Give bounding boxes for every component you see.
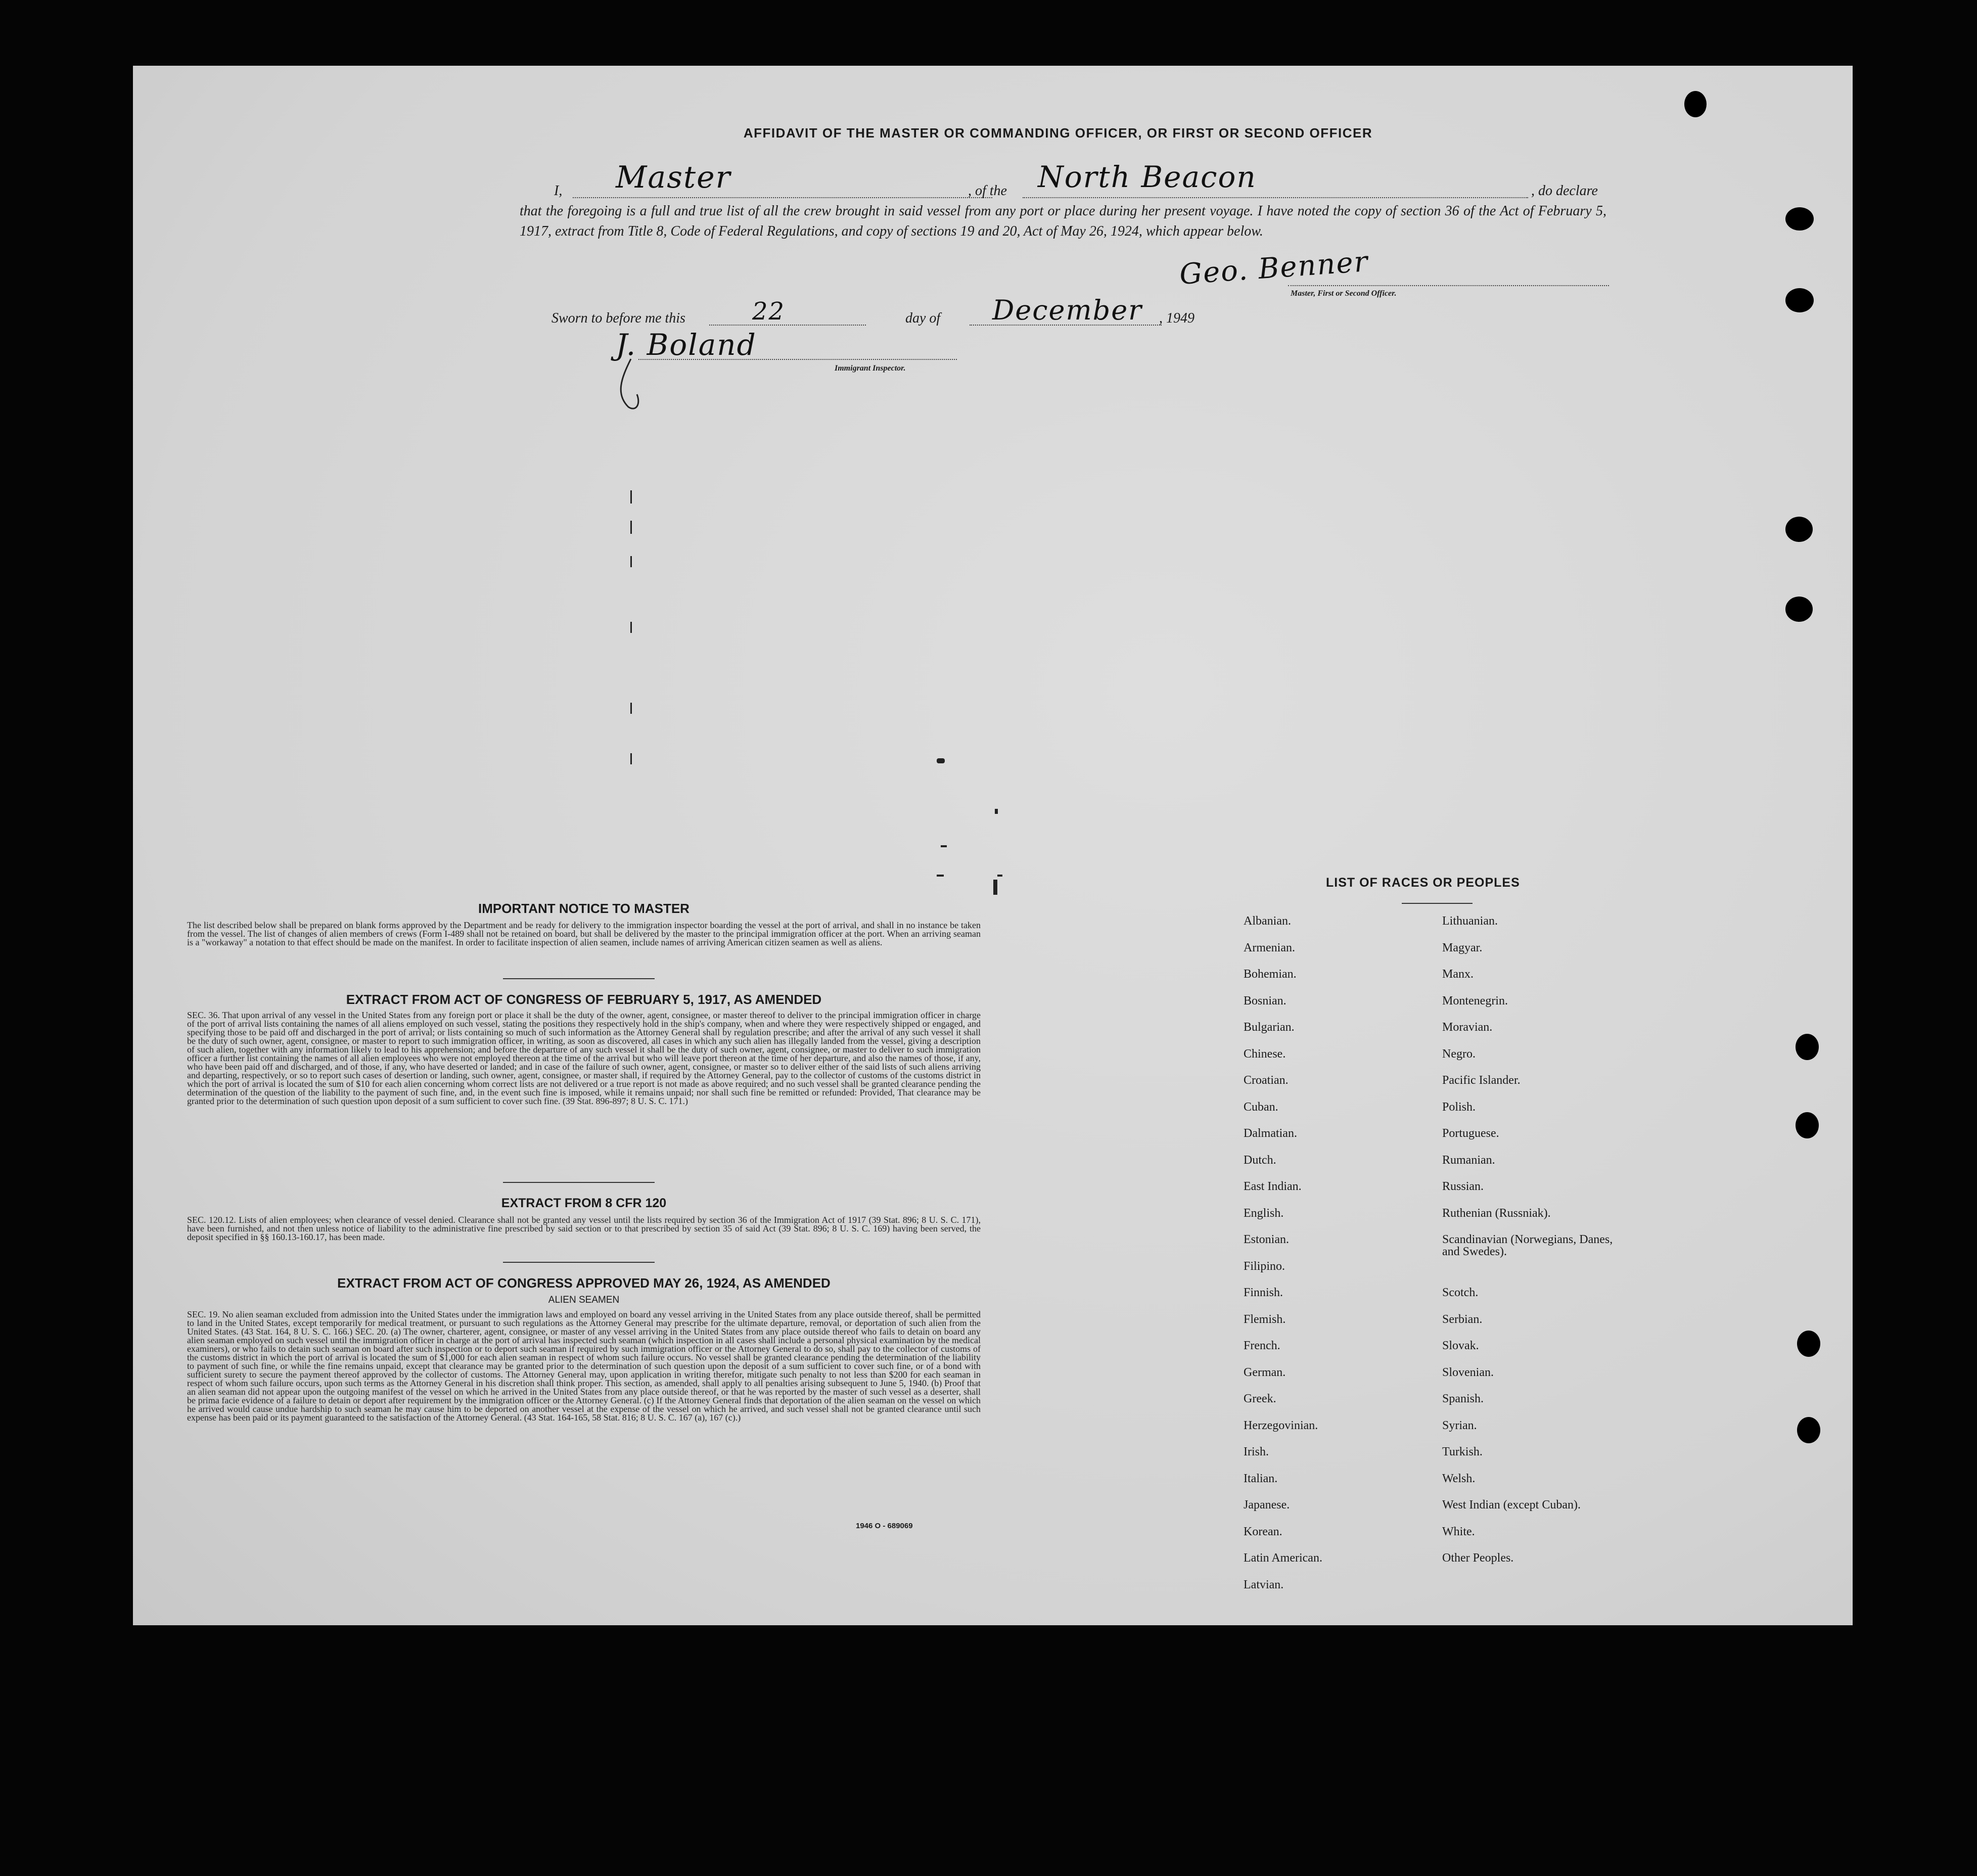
race-item: Bohemian. xyxy=(1244,968,1297,981)
race-item: Syrian. xyxy=(1442,1419,1477,1432)
declare-suffix: , do declare xyxy=(1531,183,1598,199)
sworn-year: , 1949 xyxy=(1159,310,1194,326)
race-item: Welsh. xyxy=(1442,1472,1476,1485)
races-title: LIST OF RACES OR PEOPLES xyxy=(1326,876,1520,890)
extract-1924-text: SEC. 19. No alien seaman excluded from admission into the United States under the immigration laws and employed on board any vessel arriving in the United States from any place outside thereof, shall be permitted to land in the United States, except temporarily for medical treatment, or pursuant to such regulations as the Attorney General may prescribe for the ultimate departure, removal, or deportation of such alien from the United States. (43 Stat. 164, 8 U. S. C. 166.) SEC. 20. (a) The owner, charterer, agent, consignee, or master of any vessel arriving in the United States from any place outside thereof who fails to detain on board any alien seaman employed on such vessel until the immigration officer in charge at the port of arrival has inspected such seaman (which inspection in all cases shall include a personal physical examination by the medical examiners), or who fails to detain such seaman on board after such inspection or to deport such seaman if required by such immigration officer or the Attorney General to do so, shall pay to the collector of customs of the customs district in which the port of arrival is located the sum of $1,000 for each alien seaman in respect of whom such failure occurs. No vessel shall be granted clearance pending the determination of the liability to payment of such fine, or while the fine remains unpaid, except that clearance may be granted prior to the determination of such question upon the deposit of a sum sufficient to cover such fine, or of a bond with sufficient surety to secure the payment thereof approved by the collector of customs. The Attorney General may, upon application in writing therefor, mitigate such penalty to not less than $200 for each seaman in respect of whom such failure occurs, upon such terms as the Attorney General in his discretion shall think proper. This section, as amended, shall apply to all penalties arising subsequent to June 5, 1940. (b) Proof that an alien seaman did not appear upon the outgoing manifest of the vessel on which he arrived in the United States from any place outside thereof, or that he was reported by the master of such vessel as a deserter, shall be prima facie evidence of a failure to detain or deport after requirement by the immigration officer or the Attorney General. (c) If the Attorney General finds that deportation of the alien seaman on the vessel on which he arrived would cause undue hardship to such seaman he may cause him to be deported on another vessel at the expense of the vessel on which he arrived, and such vessel shall not be granted clearance until such expense has been paid or its payment guaranteed to the satisfaction of the Attorney General. (43 Stat. 164-165, 58 Stat. 816; 8 U. S. C. 167 (a), 167 (c).) xyxy=(187,1309,981,1423)
race-item: Chinese. xyxy=(1244,1047,1286,1061)
race-item: Flemish. xyxy=(1244,1312,1286,1326)
race-item: Scandinavian (Norwegians, Danes, and Swedes). xyxy=(1442,1233,1613,1258)
affidavit-title: AFFIDAVIT OF THE MASTER OR COMMANDING OFFICER, OR FIRST OR SECOND OFFICER xyxy=(743,125,1373,141)
race-item: Japanese. xyxy=(1244,1498,1290,1512)
notice-text: The list described below shall be prepared on blank forms approved by the Department and be ready for delivery to the immigration inspector boarding the vessel at the port of arrival, and shall in no instance be taken from the vessel. The list of changes of alien members of crews (Form I-489 shall not be retained on board, but shall be delivered by the master to the principal immigration officer at the port. When an arriving seaman is a "workaway" a notation to that effect should be made on the manifest. In order to facilitate inspection of alien seamen, include names of arriving American citizen seamen as well as aliens. xyxy=(187,920,981,947)
inspector-signature: J. Boland xyxy=(616,328,757,362)
vessel-line xyxy=(1023,197,1528,198)
sworn-month: December xyxy=(992,294,1142,326)
race-item: West Indian (except Cuban). xyxy=(1442,1498,1581,1512)
race-item: Bulgarian. xyxy=(1244,1021,1295,1034)
race-item: Croatian. xyxy=(1244,1074,1289,1087)
extract-cfr-title: EXTRACT FROM 8 CFR 120 xyxy=(501,1196,667,1210)
binder-hole xyxy=(1785,288,1814,312)
race-item: Portuguese. xyxy=(1442,1127,1499,1140)
extract-cfr-text: SEC. 120.12. Lists of alien employees; when clearance of vessel denied. Clearance shall not be granted any vessel until the lists required by section 36 of the Immigration Act of 1917 (39 Stat. 896; 8 U. S. C. 171), have been furnished, and not then unless notice of liability to the administrative fine prescribed by said section or to that prescribed by section 35 of said Act (39 Stat. 896; 8 U. S. C. 169) having been served, the deposit specified in §§ 160.13-160.17, has been made. xyxy=(187,1215,981,1242)
race-item: Manx. xyxy=(1442,968,1474,981)
binder-hole xyxy=(1797,1331,1820,1357)
race-item: Dutch. xyxy=(1244,1153,1276,1167)
race-item: Rumanian. xyxy=(1442,1153,1495,1167)
race-item: Magyar. xyxy=(1442,941,1483,954)
race-item: Ruthenian (Russniak). xyxy=(1442,1206,1551,1220)
race-item: English. xyxy=(1244,1206,1284,1220)
extract-1917-text: SEC. 36. That upon arrival of any vessel in the United States from any foreign port or place it shall be the duty of the owner, agent, consignee, or master thereof to deliver to the principal immigration officer in charge of the port of arrival lists containing the names of all aliens employed on such vessel, stating the positions they respectively hold in the ship's company, when and where they were respectively shipped or engaged, and specifying those to be paid off and discharged in the port of arrival; or lists containing so much of such information as the Attorney General shall by regulation prescribe; and after the arrival of any such vessel it shall be the duty of such owner, agent, consignee, or master to report to such immigration officer, in writing, as soon as discovered, all cases in which any such alien has illegally landed from the vessel, giving a description of such alien, together with any information likely to lead to his apprehension; and before the departure of any such vessel it shall be the duty of such owner, agent, consignee, or master to deliver to such immigration officer a further list containing the names of all alien employees who were not employed thereon at the time of the arrival but who will leave port thereon at the time of her departure, and also the names of those, if any, who have been paid off and discharged, and of those, if any, who have deserted or landed; and in case of the failure of such owner, agent, consignee, or master so to deliver either of the said lists of such aliens arriving and departing, respectively, or so to report such cases of desertion or landing, such owner, agent, consignee, or master shall, if required by the Attorney General, pay to the collector of customs of the customs district in which the port of arrival is located the sum of $10 for each alien concerning whom correct lists are not delivered or a true report is not made as above required; and no such vessel shall be granted clearance pending the determination of the question of the liability to the payment of such fine, and, in the event such fine is imposed, while it remains unpaid; nor shall such fine be remitted or refunded: Provided, That clearance may be granted prior to the determination of such question upon deposit of a sum sufficient to cover such fine. (39 Stat. 896-897; 8 U. S. C. 171.) xyxy=(187,1010,981,1106)
race-item: Greek. xyxy=(1244,1392,1276,1405)
notice-title: IMPORTANT NOTICE TO MASTER xyxy=(478,901,689,916)
inspector-signature-flourish xyxy=(601,354,661,415)
vessel-name-handwritten: North Beacon xyxy=(1038,160,1257,194)
binder-hole xyxy=(1684,91,1707,117)
race-item: German. xyxy=(1244,1365,1286,1379)
race-item: White. xyxy=(1442,1525,1475,1538)
binder-hole xyxy=(1785,597,1813,622)
inspector-caption: Immigrant Inspector. xyxy=(835,364,906,373)
race-item: Latvian. xyxy=(1244,1578,1284,1591)
divider xyxy=(1402,903,1473,904)
race-item: Dalmatian. xyxy=(1244,1127,1297,1140)
race-item: Slovenian. xyxy=(1442,1365,1494,1379)
race-item: Montenegrin. xyxy=(1442,994,1508,1008)
extract-1924-subtitle: ALIEN SEAMEN xyxy=(548,1295,620,1305)
binder-hole xyxy=(1785,207,1814,231)
race-item: Slovak. xyxy=(1442,1339,1479,1352)
sworn-day-line xyxy=(709,325,866,326)
race-item: Serbian. xyxy=(1442,1312,1483,1326)
officer-caption: Master, First or Second Officer. xyxy=(1291,289,1397,298)
extract-1924-title: EXTRACT FROM ACT OF CONGRESS APPROVED MAY 26, 1924, AS AMENDED xyxy=(337,1275,831,1291)
divider xyxy=(503,978,655,979)
race-item: Other Peoples. xyxy=(1442,1551,1514,1565)
extract-1917-title: EXTRACT FROM ACT OF CONGRESS OF FEBRUARY 5, 1917, AS AMENDED xyxy=(346,992,822,1007)
race-item: Moravian. xyxy=(1442,1021,1493,1034)
day-of-label: day of xyxy=(905,310,941,326)
race-item: Armenian. xyxy=(1244,941,1295,954)
race-item: Estonian. xyxy=(1244,1233,1289,1246)
race-item: Irish. xyxy=(1244,1445,1269,1458)
race-item: Scotch. xyxy=(1442,1286,1479,1299)
race-item: Bosnian. xyxy=(1244,994,1286,1008)
sworn-prefix: Sworn to before me this xyxy=(551,310,685,326)
sworn-day: 22 xyxy=(752,297,786,326)
binder-hole xyxy=(1797,1417,1820,1443)
affidavit-body: that the foregoing is a full and true list of all the crew brought in said vessel from any port or place during her present voyage. I have noted the copy of section 36 of the Act of February 5, 1917, extract from Title 8, Code of Federal Regulations, and copy of sections 19 and 20, Act of May 26, 1924, which appear below. xyxy=(520,203,1606,239)
race-item: Negro. xyxy=(1442,1047,1476,1061)
binder-hole xyxy=(1785,517,1813,542)
document-page xyxy=(133,66,1853,1625)
of-the-label: , of the xyxy=(968,183,1007,199)
binder-hole xyxy=(1796,1034,1819,1060)
race-item: Albanian. xyxy=(1244,914,1291,928)
race-item: Turkish. xyxy=(1442,1445,1483,1458)
inspector-line xyxy=(638,359,957,360)
race-item: Pacific Islander. xyxy=(1442,1074,1521,1087)
officer-signature: Geo. Benner xyxy=(1178,245,1370,291)
race-item: French. xyxy=(1244,1339,1280,1352)
divider xyxy=(503,1182,655,1183)
race-item: Spanish. xyxy=(1442,1392,1484,1405)
print-code: 1946 O - 689069 xyxy=(856,1522,913,1530)
race-item: Cuban. xyxy=(1244,1100,1278,1114)
rank-handwritten: Master xyxy=(616,160,731,195)
race-item: Russian. xyxy=(1442,1180,1484,1193)
declarant-prefix: I, xyxy=(554,183,563,199)
race-item: East Indian. xyxy=(1244,1180,1302,1193)
race-item: Finnish. xyxy=(1244,1286,1283,1299)
race-item: Italian. xyxy=(1244,1472,1278,1485)
divider xyxy=(503,1262,655,1263)
rank-line xyxy=(573,197,992,198)
binder-hole xyxy=(1796,1112,1819,1138)
race-item: Lithuanian. xyxy=(1442,914,1498,928)
officer-signature-line xyxy=(1288,285,1609,286)
race-item: Herzegovinian. xyxy=(1244,1419,1318,1432)
race-item: Korean. xyxy=(1244,1525,1282,1538)
race-item: Filipino. xyxy=(1244,1259,1285,1273)
race-item: Polish. xyxy=(1442,1100,1476,1114)
race-item: Latin American. xyxy=(1244,1551,1322,1565)
